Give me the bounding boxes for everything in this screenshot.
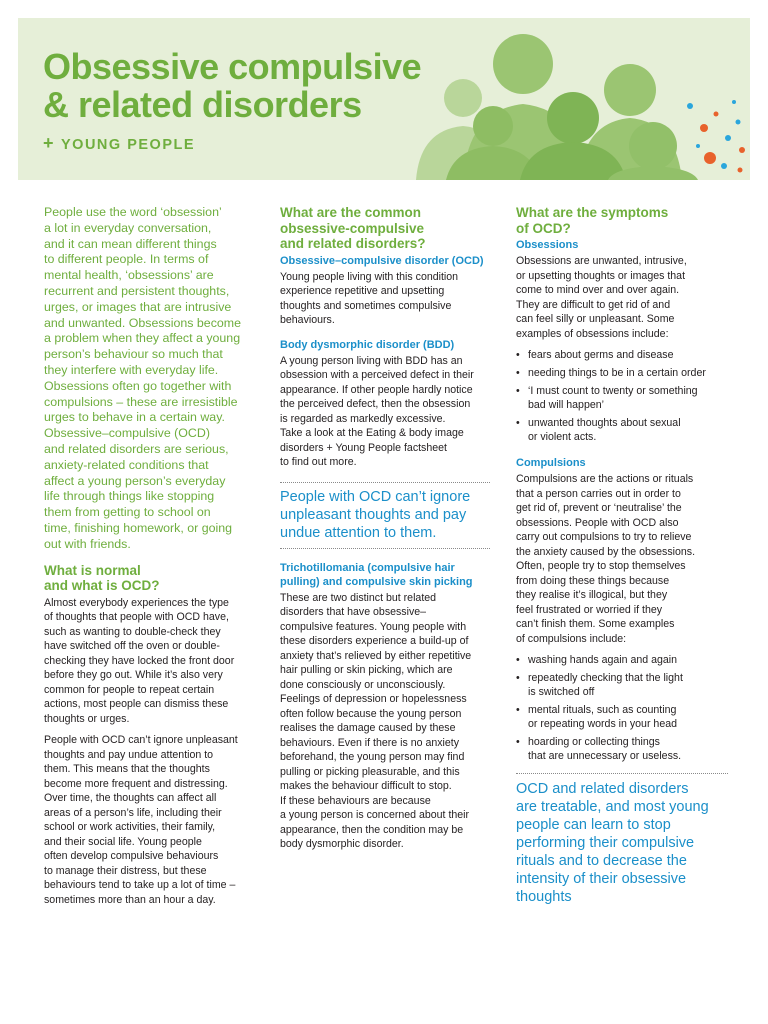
subtitle-text: YOUNG PEOPLE bbox=[61, 137, 196, 153]
page-subtitle bbox=[43, 133, 195, 154]
list-item: • mental rituals, such as counting or repeating words in your head bbox=[516, 703, 728, 731]
subheading-obsessions: Obsessions bbox=[516, 239, 579, 251]
pull-quote bbox=[280, 482, 490, 549]
subheading-trichotillomania: Trichotillomania (compulsive hair pulling) and compulsive skin picking bbox=[280, 561, 473, 588]
people-illustration bbox=[398, 18, 750, 180]
section-heading-common-disorders: What are the common obsessive-compulsive and related disorders? bbox=[280, 205, 426, 251]
obsessions-list bbox=[516, 348, 728, 444]
section-heading-symptoms: What are the symptoms of OCD? bbox=[516, 205, 669, 236]
intro-paragraph: People use the word ‘obsession’ a lot in everyday conversation, and it can mean different things to different people. In terms of mental health, ‘obsessions’ are recurrent and persistent thoughts, urges, or images that are intrusive and unwanted. Obsessions become a problem when they affect a young person’s behaviour so much that they interfere with everyday life. Obsessions often go together with compulsions – these are irresistible urges to behave in a certain way. Obsessive–compulsive (OCD) and related disorders are serious, anxiety-related conditions that affect a young person’s everyday life through things like stopping them from getting to school on time, finishing homework, or going out with friends. bbox=[44, 205, 241, 551]
subheading-ocd: Obsessive–compulsive disorder (OCD) bbox=[280, 254, 484, 267]
list-item: • washing hands again and again bbox=[516, 653, 728, 667]
column-disorders bbox=[280, 205, 490, 859]
normal-vs-ocd-paragraph-1: Almost everybody experiences the type of thoughts that people with OCD have, such as wanting to double-check they have switched off the oven or double- checking they have locked the front door before they go out. While it’s also very common for people to repeat certain actions, most people can dismiss these thoughts or urges. bbox=[44, 596, 235, 725]
trichotillomania-description: These are two distinct but related disorders that have obsessive– compulsive features. Young people with these disorders experience a build-up of anxiety that’s relieved by either repetitive hair pulling or skin picking, which are done consciously or unconsciously. Feelings of depression or hopelessness often follow because the young person realises the damage caused by these behaviours. Even if there is no anxiety beforehand, the young person may find pulling or picking pleasurable, and this makes the behaviour difficult to stop. If these behaviours are because a young person is concerned about their appearance, then the condition may be body dysmorphic disorder. bbox=[280, 591, 472, 850]
pull-quote-text: People with OCD can’t ignore unpleasant thoughts and pay undue attention to them. bbox=[280, 488, 471, 541]
obsessions-description: Obsessions are unwanted, intrusive, or upsetting thoughts or images that come to mind over and over again. They are difficult to get rid of and can feel silly or unpleasant. Some examples of obsessions include: bbox=[516, 255, 687, 340]
list-item: • unwanted thoughts about sexual or violent acts. bbox=[516, 416, 728, 444]
column-symptoms bbox=[516, 205, 728, 906]
bdd-description: A young person living with BDD has an obsession with a perceived defect in their appearance. If other people hardly notice the perceived defect, then the obsession is regarded as markedly excessive. Take a look at the Eating & body image disorders + Young People factsheet to find out more. bbox=[280, 354, 474, 468]
list-item: • hoarding or collecting things that are unnecessary or useless. bbox=[516, 735, 728, 763]
compulsions-list bbox=[516, 653, 728, 763]
list-item: • needing things to be in a certain order bbox=[516, 366, 728, 380]
page-title: Obsessive compulsive & related disorders bbox=[43, 46, 422, 125]
subheading-compulsions: Compulsions bbox=[516, 457, 586, 469]
list-item: • fears about germs and disease bbox=[516, 348, 728, 362]
column-intro bbox=[44, 205, 256, 914]
compulsions-description: Compulsions are the actions or rituals that a person carries out in order to get rid of, prevent or ‘neutralise’ the obsessions. People with OCD also carry out compulsions to try to relieve the anxiety caused by the obsessions. Often, people try to stop themselves from doing these things because they realise it’s illogical, but they feel frustrated or worried if they can’t finish them. Some examples of compulsions include: bbox=[516, 473, 696, 645]
ocd-description: Young people living with this condition experience repetitive and upsetting thoughts and sometimes compulsive behaviours. bbox=[280, 270, 459, 326]
confetti-dots bbox=[687, 100, 745, 173]
closing-pull-quote-text: OCD and related disorders are treatable, and most young people can learn to stop performing their compulsive rituals and to decrease the intensity of their obsessive thoughts bbox=[516, 781, 709, 905]
plus-icon: + bbox=[43, 133, 56, 153]
list-item: • ‘I must count to twenty or something bad will happen’ bbox=[516, 384, 728, 412]
subheading-bdd: Body dysmorphic disorder (BDD) bbox=[280, 338, 455, 351]
closing-pull-quote bbox=[516, 773, 728, 906]
list-item: • repeatedly checking that the light is switched off bbox=[516, 671, 728, 699]
section-heading-normal-vs-ocd: What is normal and what is OCD? bbox=[44, 562, 160, 594]
header-banner bbox=[18, 18, 750, 180]
normal-vs-ocd-paragraph-2: People with OCD can’t ignore unpleasant thoughts and pay undue attention to them. This means that the thoughts become more frequent and distressing. Over time, the thoughts can affect all areas of a person’s life, including their school or work activities, their family, and their social life. Young people often develop compulsive behaviours to manage their distress, but these behaviours tend to take up a lot of time – sometimes more than an hour a day. bbox=[44, 734, 238, 906]
